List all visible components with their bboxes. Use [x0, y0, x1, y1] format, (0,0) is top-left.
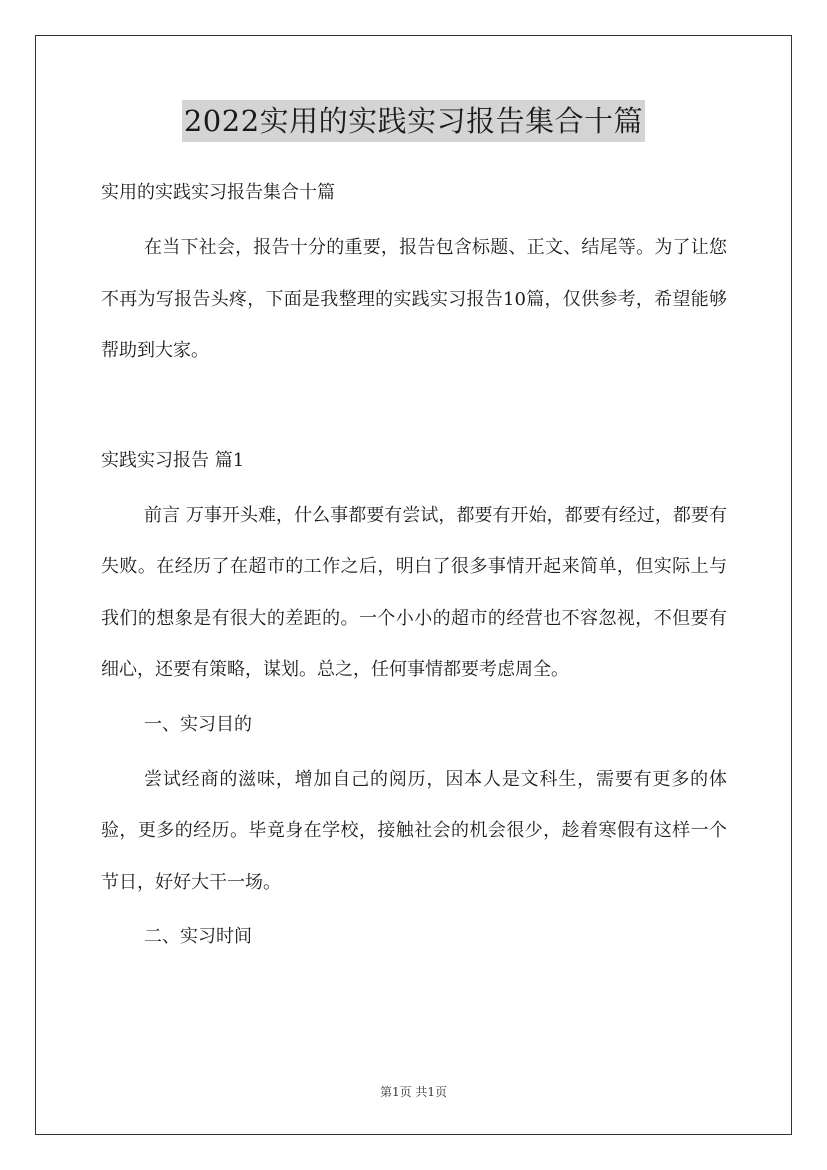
title-wrap [0, 100, 827, 142]
heading-time: 二、实习时间 [144, 926, 252, 947]
purpose-paragraph: 尝试经商的滋味，增加自己的阅历，因本人是文科生，需要有更多的体验，更多的经历。毕竟身在学校，接触社会的机会很少，趁着寒假有这样一个节日，好好大干一场。 [101, 768, 727, 893]
document-title: 2022实用的实践实习报告集合十篇 [182, 100, 645, 142]
document-subtitle: 实用的实践实习报告集合十篇 [101, 182, 335, 203]
page-number: 第1页 共1页 [379, 1085, 448, 1099]
page-footer [0, 1083, 827, 1100]
intro-paragraph: 在当下社会，报告十分的重要，报告包含标题、正文、结尾等。为了让您不再为写报告头疼，下面是我整理的实践实习报告10篇，仅供参考，希望能够帮助到大家。 [101, 237, 727, 361]
section-title: 实践实习报告 篇1 [101, 449, 245, 471]
preface-paragraph: 前言 万事开头难，什么事都要有尝试，都要有开始，都要有经过，都要有失败。在经历了在超市的工作之后，明白了很多事情开起来简单，但实际上与我们的想象是有很大的差距的。一个小小的超市的经营也不容忽视，不但要有细心，还要有策略，谋划。总之，任何事情都要考虑周全。 [101, 504, 727, 680]
heading-purpose: 一、实习目的 [144, 713, 252, 735]
document-body [101, 172, 727, 958]
